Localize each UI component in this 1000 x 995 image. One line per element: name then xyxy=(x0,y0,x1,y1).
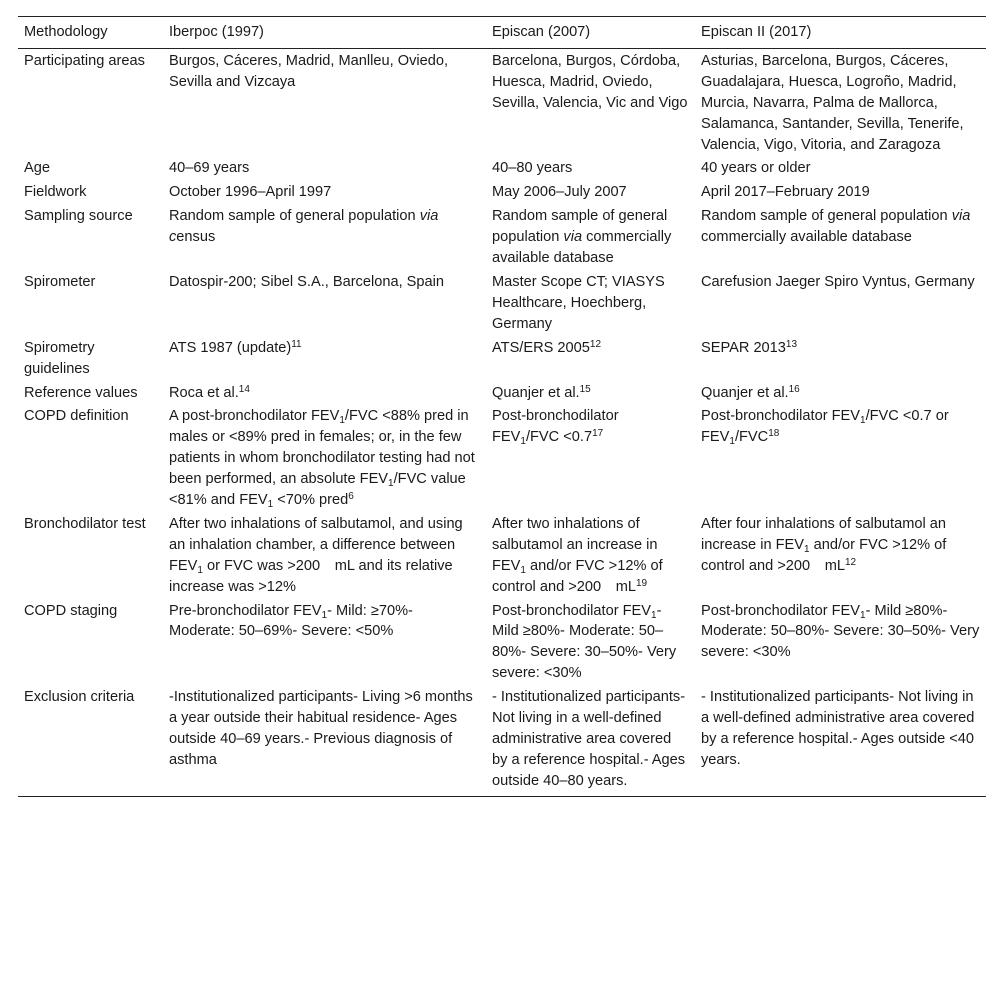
episcan-cell: After two inhalations of salbutamol an increase in $FEV_1$ and/or FVC >12% of control and >200 $mL^{19}$ xyxy=(492,515,663,595)
episcan-ii-cell: SEPAR 2013$^{13}$ xyxy=(701,338,798,356)
table-row xyxy=(18,204,986,270)
episcan-ii-cell: - Institutionalized participants- Not living in a well-defined administrative area covered by a reference hospital.- Ages outside <40 years. xyxy=(695,685,986,796)
table-row xyxy=(18,270,986,336)
episcan-cell: Post-bronchodilator $FEV_1$/FVC $<0.7^{17}$ xyxy=(492,408,619,448)
header-episcan: Episcan (2007) xyxy=(486,17,695,49)
episcan-cell: 40–80 years xyxy=(492,160,573,177)
header-iberpoc: Iberpoc (1997) xyxy=(163,17,486,49)
row-label: COPD staging xyxy=(24,602,118,619)
table-row xyxy=(18,180,986,204)
header-row xyxy=(18,17,986,49)
row-label: Exclusion criteria xyxy=(18,685,163,796)
table-row xyxy=(18,404,986,512)
episcan-cell: ATS/ERS 2005$^{12}$ xyxy=(492,338,602,356)
iberpoc-cell: Pre-bronchodilator $FEV_1-$ Mild: ≥70%- Moderate: 50–69%- Severe: <50% xyxy=(169,602,413,640)
episcan-cell: Quanjer et al.$^{15}$ xyxy=(492,383,591,401)
table-body xyxy=(18,48,986,796)
iberpoc-cell: Burgos, Cáceres, Madrid, Manlleu, Oviedo, Sevilla and Vizcaya xyxy=(169,52,449,90)
iberpoc-cell: Random sample of general population via census xyxy=(169,208,439,246)
episcan-ii-cell: Post-bronchodilator $FEV_1$/FVC <0.7 or $FEV_1/FVC^{18}$ xyxy=(701,408,949,448)
episcan-cell: Post-bronchodilator $FEV_1-$ Mild ≥80%- Moderate: 50–80%- Severe: 30–50%- Very severe: <30% xyxy=(492,602,677,682)
table-row xyxy=(18,156,986,180)
iberpoc-cell: 40–69 years xyxy=(169,160,250,177)
episcan-cell: - Institutionalized participants- Not living in a well-defined administrative area covered by a reference hospital.- Ages outside 40–80 years. xyxy=(486,685,695,796)
row-label: COPD definition xyxy=(24,408,129,425)
row-label: Bronchodilator test xyxy=(24,515,146,532)
row-label: Age xyxy=(24,160,50,177)
episcan-cell: May 2006–July 2007 xyxy=(492,184,627,201)
table-row xyxy=(18,599,986,686)
episcan-ii-cell: April 2017–February 2019 xyxy=(701,184,870,201)
methodology-table xyxy=(18,16,986,797)
iberpoc-cell: Roca et al.$^{14}$ xyxy=(169,383,250,401)
table-row xyxy=(18,336,986,381)
episcan-ii-cell: Asturias, Barcelona, Burgos, Cáceres, Guadalajara, Huesca, Logroño, Madrid, Murcia, Navarra, Palma de Mallorca, Salamanca, Santander, Sevilla, Tenerife, Valencia, Vigo, Vitoria, and Zaragoza xyxy=(701,52,964,153)
episcan-cell: Barcelona, Burgos, Córdoba, Huesca, Madrid, Oviedo, Sevilla, Valencia, Vic and Vigo xyxy=(492,52,688,111)
iberpoc-cell: ATS 1987 (update)$^{11}$ xyxy=(169,338,302,356)
episcan-ii-cell: Quanjer et al.$^{16}$ xyxy=(701,383,800,401)
episcan-ii-cell: 40 years or older xyxy=(701,160,811,177)
table-row xyxy=(18,512,986,599)
row-label: Sampling source xyxy=(24,208,133,225)
header-episcan-ii: Episcan II (2017) xyxy=(695,17,986,49)
episcan-ii-cell: Post-bronchodilator $FEV_1-$ Mild ≥80%- Moderate: 50–80%- Severe: 30–50%- Very severe: <30% xyxy=(701,602,980,661)
iberpoc-cell: -Institutionalized participants- Living >6 months a year outside their habitual residence- Ages outside 40–69 years.- Previous diagnosis of asthma xyxy=(163,685,486,796)
iberpoc-cell: After two inhalations of salbutamol, and using an inhalation chamber, a difference between $FEV_1$ or FVC was >200 mL and its relative increase was >12% xyxy=(169,515,463,595)
iberpoc-cell: Datospir-200; Sibel S.A., Barcelona, Spain xyxy=(169,273,445,290)
episcan-cell: Master Scope CT; VIASYS Healthcare, Hoechberg, Germany xyxy=(492,273,665,332)
iberpoc-cell: October 1996–April 1997 xyxy=(169,184,332,201)
row-label: Fieldwork xyxy=(24,184,87,201)
episcan-ii-cell: Random sample of general population via commercially available database xyxy=(701,208,971,246)
table-row xyxy=(18,685,986,796)
row-label: Reference values xyxy=(24,384,138,401)
episcan-ii-cell: Carefusion Jaeger Spiro Vyntus, Germany xyxy=(701,273,975,290)
row-label: Spirometry guidelines xyxy=(24,339,95,377)
table-row xyxy=(18,48,986,156)
row-label: Participating areas xyxy=(24,52,145,69)
episcan-ii-cell: After four inhalations of salbutamol an increase in $FEV_1$ and/or FVC >12% of control and >200 $mL^{12}$ xyxy=(701,515,947,574)
iberpoc-cell: A post-bronchodilator $FEV_1$/FVC <88% pred in males or <89% pred in females; or, in the few patients in whom bronchodilator testing had not been performed, an absolute $FEV_1$/FVC value <81% and $FEV_1 <70\%$ pred$^6$ xyxy=(169,408,475,511)
header-methodology: Methodology xyxy=(18,17,163,49)
episcan-cell: Random sample of general population via commercially available database xyxy=(492,208,672,267)
table-row xyxy=(18,381,986,405)
row-label: Spirometer xyxy=(24,273,96,290)
